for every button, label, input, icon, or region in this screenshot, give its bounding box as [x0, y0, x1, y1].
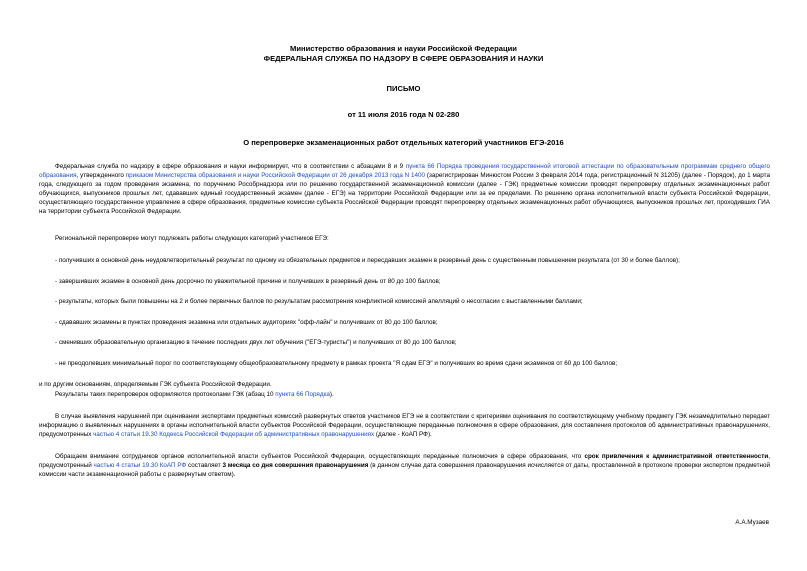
- results-text-a: Результаты таких перепроверок оформляются протоколами ГЭК (абзац 10: [55, 391, 276, 398]
- paragraph-2-text-a: В случае выявления нарушений при оценивании экспертами предметных комиссий развернутых ответов участников ЕГЭ не в соответствии с критериями оценивания по соответствующему учебному предмету ГЭК незамедлительно передает информацию о выявленных нарушениях в органы исполнительной власти субъектов Российской Федерации, осуществляющие переданные полномочия в сфере образования, для составления протоколов об административных правонарушениях, предусмотренных: [39, 413, 770, 439]
- link-koap-19-30-short[interactable]: частью 4 статьи 19.30 КоАП РФ: [93, 462, 187, 470]
- list-item: - получивших в основной день неудовлетворительный результат по одному из обязательных предметов и пересдавших экзамен в резервный день с существенным повышением результата (от 30 и более баллов);: [55, 257, 680, 264]
- list-item: - сдававших экзамены в пунктах проведения экзамена или отдельных аудиториях "офф-лайн" и получивших от 80 до 100 баллов;: [55, 319, 438, 326]
- link-ministry-order-1400[interactable]: приказом Министерства образования и науки Российской Федерации от 26 декабря 2013 года N 1400: [125, 172, 426, 180]
- paragraph-3-text-d: (в данном случае дата совершения правонарушения исчисляется от даты, проставленной в протоколе проверки экспертом предметной комиссии части экзаменационной работы с развернутым ответом).: [39, 462, 770, 479]
- paragraph-1-text-c: (зарегистрирован Минюстом России 3 февраля 2014 года, регистрационный N 31205) (далее - Порядок), до 1 марта года, следующего за годом проведения экзамена, по поручению Рособрнадзора или по решению государственной экзаменационной комиссии (далее - ГЭК) предметные комиссии проводят перепроверку отдельных экзаменационных работ обучающихся, выпускников прошлых лет, сдававших единый государственный экзамен (далее - ЕГЭ) на территории Российской Федерации или за ее пределами. По решению органа исполнительной власти субъекта Российской Федерации, осуществляющего государственное управление в сфере образования, предметные комиссии субъекта Российской Федерации проводят перепроверку отдельных экзаменационных работ обучающихся, выпускников прошлых лет, проходивших ГИА на территории субъекта Российской Федерации.: [39, 172, 770, 216]
- link-paragraph-66[interactable]: пункта 66 Порядка: [275, 391, 330, 398]
- paragraph-1-text-b: , утвержденного: [76, 172, 126, 180]
- paragraph-3-text-c: составляет: [186, 462, 223, 470]
- paragraph-3: [39, 452, 770, 479]
- paragraph-3-text-b: , предусмотренный: [39, 453, 770, 470]
- doc-type: ПИСЬМО: [386, 84, 421, 93]
- list-item: - результаты, которых были повышены на 2 и более первичных баллов по результатам рассмотрения конфликтной комиссией апелляций о несогласии с выставленными баллами;: [55, 298, 583, 305]
- list-item: - завершивших экзамен в основной день досрочно по уважительной причине и получивших в резервный день от 80 до 100 баллов;: [55, 278, 441, 285]
- doc-date-number: от 11 июля 2016 года N 02-280: [347, 110, 460, 119]
- paragraph-3-bold-a: срок привлечения к административной ответственности: [584, 453, 769, 460]
- link-koap-19-30[interactable]: частью 4 статьи 19.30 Кодекса Российской Федерации об административных правонарушениях: [93, 431, 375, 439]
- results-protocol-text: [55, 390, 334, 399]
- service-title: ФЕДЕРАЛЬНАЯ СЛУЖБА ПО НАДЗОРУ В СФЕРЕ ОБРАЗОВАНИЯ И НАУКИ: [263, 54, 544, 63]
- paragraph-2: [39, 412, 770, 439]
- doc-subject: О перепроверке экзаменационных работ отдельных категорий участников ЕГЭ-2016: [243, 138, 564, 147]
- paragraph-3-text-a: Обращаем внимание сотрудников органов исполнительной власти субъектов Российской Федерации, осуществляющих переданные полномочия в сфере образования, что: [55, 453, 585, 460]
- ministry-title: Министерство образования и науки Российской Федерации: [290, 44, 517, 53]
- results-text-b: ).: [329, 391, 334, 398]
- paragraph-1: [39, 162, 770, 217]
- signature: А.А.Музаев: [735, 519, 769, 526]
- paragraph-2-text-b: (далее - КоАП РФ).: [374, 431, 432, 439]
- categories-intro: Региональной перепроверке могут подлежать работы следующих категорий участников ЕГЭ:: [55, 235, 329, 242]
- paragraph-3-bold-b: 3 месяца со дня совершения правонарушения: [222, 462, 369, 470]
- paragraph-1-text-a: Федеральная служба по надзору в сфере образования и науки информирует, что в соответствии с абзацами 8 и 9: [55, 163, 406, 170]
- other-grounds-text: и по другим основаниям, определяемым ГЭК субъекта Российской Федерации.: [39, 381, 272, 388]
- list-item: - сменивших образовательную организацию в течение последних двух лет обучения ("ЕГЭ-туристы") и получивших от 80 до 100 баллов;: [55, 339, 457, 346]
- link-order-paragraph-66[interactable]: пункта 66 Порядка проведения государственной итоговой аттестации по образовательным программам среднего общего образования: [39, 163, 770, 180]
- list-item: - не преодолевших минимальный порог по соответствующему общеобразовательному предмету в рамках проекта "Я сдам ЕГЭ" и получивших во время сдачи экзаменов от 60 до 100 баллов;: [55, 360, 618, 367]
